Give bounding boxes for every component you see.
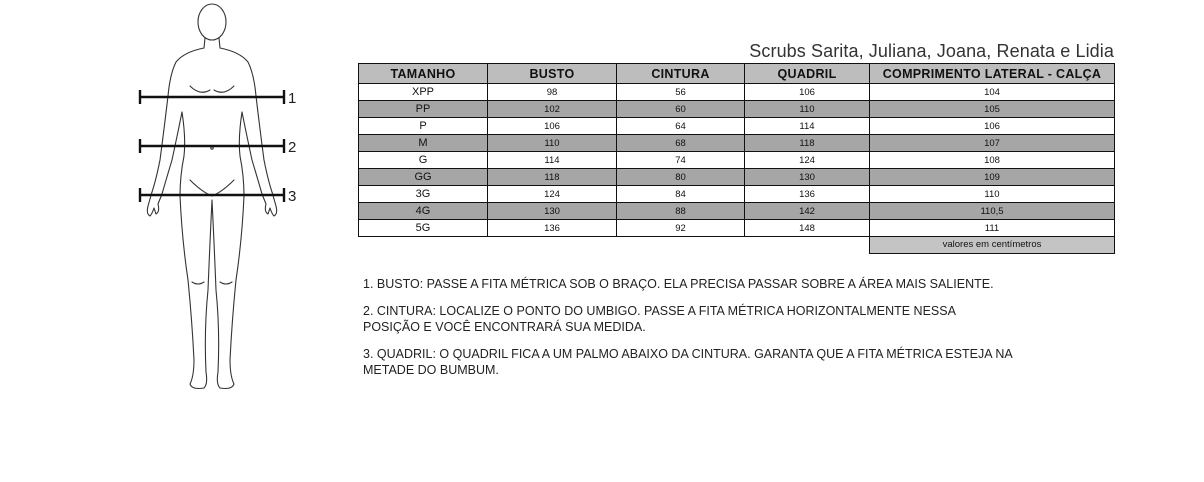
table-cell: 88: [617, 203, 745, 220]
empty-cell: [488, 237, 617, 254]
empty-cell: [359, 237, 488, 254]
table-row: [359, 135, 1115, 152]
instruction-quadril: 3. QUADRIL: O QUADRIL FICA A UM PALMO ABAIXO DA CINTURA. GARANTA QUE A FITA MÉTRICA ESTEJA NA METADE DO BUMBUM.: [363, 346, 1012, 377]
table-cell: 110: [870, 186, 1115, 203]
size-cell: 5G: [359, 220, 488, 237]
table-cell: 118: [745, 135, 870, 152]
table-cell: 111: [870, 220, 1115, 237]
body-outline-illustration: [128, 0, 308, 400]
table-body: [359, 84, 1115, 254]
table-cell: 110,5: [870, 203, 1115, 220]
table-note-row: [359, 237, 1115, 254]
size-cell: G: [359, 152, 488, 169]
instruction-cintura: 2. CINTURA: LOCALIZE O PONTO DO UMBIGO. PASSE A FITA MÉTRICA HORIZONTALMENTE NESSA POSIÇÃO E VOCÊ ENCONTRARÁ SUA MEDIDA.: [363, 303, 956, 334]
header-cintura: CINTURA: [617, 64, 745, 84]
size-cell: GG: [359, 169, 488, 186]
table-cell: 124: [488, 186, 617, 203]
header-tamanho: TAMANHO: [359, 64, 488, 84]
table-row: [359, 152, 1115, 169]
header-quadril: QUADRIL: [745, 64, 870, 84]
units-note: valores em centímetros: [870, 237, 1115, 254]
size-cell: 4G: [359, 203, 488, 220]
empty-cell: [617, 237, 745, 254]
table-row: [359, 220, 1115, 237]
table-cell: 102: [488, 101, 617, 118]
empty-cell: [745, 237, 870, 254]
table-row: [359, 186, 1115, 203]
table-cell: 64: [617, 118, 745, 135]
instruction-busto: 1. BUSTO: PASSE A FITA MÉTRICA SOB O BRAÇO. ELA PRECISA PASSAR SOBRE A ÁREA MAIS SALIENTE.: [363, 277, 994, 291]
table-cell: 136: [745, 186, 870, 203]
marker-1: 1: [288, 90, 297, 107]
table-cell: 107: [870, 135, 1115, 152]
table-cell: 56: [617, 84, 745, 101]
table-row: [359, 84, 1115, 101]
table-cell: 114: [488, 152, 617, 169]
table-cell: 104: [870, 84, 1115, 101]
table-header-row: [359, 64, 1115, 84]
table-cell: 109: [870, 169, 1115, 186]
header-busto: BUSTO: [488, 64, 617, 84]
body-measurement-figure: [128, 0, 308, 400]
size-cell: P: [359, 118, 488, 135]
table-cell: 98: [488, 84, 617, 101]
table-cell: 114: [745, 118, 870, 135]
table-cell: 148: [745, 220, 870, 237]
header-comprimento: COMPRIMENTO LATERAL - CALÇA: [870, 64, 1115, 84]
size-cell: XPP: [359, 84, 488, 101]
marker-2: 2: [288, 139, 297, 156]
size-cell: 3G: [359, 186, 488, 203]
table-cell: 136: [488, 220, 617, 237]
table-cell: 110: [745, 101, 870, 118]
table-cell: 74: [617, 152, 745, 169]
size-cell: PP: [359, 101, 488, 118]
table-cell: 60: [617, 101, 745, 118]
table-cell: 130: [488, 203, 617, 220]
table-cell: 130: [745, 169, 870, 186]
table-cell: 68: [617, 135, 745, 152]
table-cell: 92: [617, 220, 745, 237]
table-cell: 80: [617, 169, 745, 186]
page-title: Scrubs Sarita, Juliana, Joana, Renata e Lidia: [749, 41, 1114, 61]
table-cell: 108: [870, 152, 1115, 169]
table-cell: 142: [745, 203, 870, 220]
size-chart-table: [358, 63, 1115, 254]
marker-3: 3: [288, 188, 297, 205]
table-cell: 118: [488, 169, 617, 186]
table-cell: 106: [488, 118, 617, 135]
table-cell: 124: [745, 152, 870, 169]
table-cell: 105: [870, 101, 1115, 118]
table-row: [359, 203, 1115, 220]
measurement-instructions: [363, 276, 1063, 389]
table-row: [359, 169, 1115, 186]
table-row: [359, 118, 1115, 135]
table-cell: 106: [870, 118, 1115, 135]
size-cell: M: [359, 135, 488, 152]
table-cell: 106: [745, 84, 870, 101]
table-cell: 110: [488, 135, 617, 152]
table-cell: 84: [617, 186, 745, 203]
table-row: [359, 101, 1115, 118]
